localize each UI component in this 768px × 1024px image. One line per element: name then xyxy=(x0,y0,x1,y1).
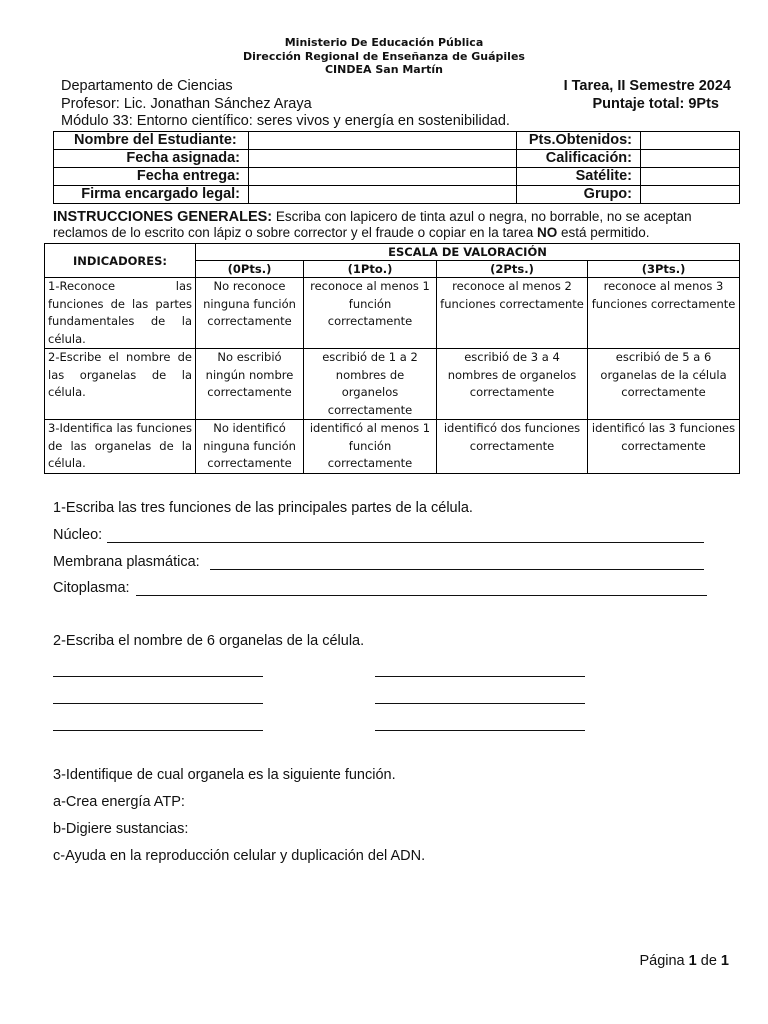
table-row xyxy=(45,244,740,261)
rubric-cell: identificó dos funciones correctamente xyxy=(437,420,588,474)
school-name: CINDEA San Martín xyxy=(324,63,444,76)
rubric-cell: reconoce al menos 1 función correctamente xyxy=(304,278,437,349)
nucleus-answer-line[interactable] xyxy=(107,542,704,543)
legal-signature-field[interactable] xyxy=(249,186,517,204)
page-word: Página xyxy=(639,953,685,969)
indicator-cell: 3-Identifica las funciones de las organelas de la célula. xyxy=(45,420,196,474)
legal-signature-label: Firma encargado legal: xyxy=(54,186,249,204)
instructions-title: INSTRUCCIONES GENERALES: xyxy=(53,209,273,225)
teacher: Profesor: Lic. Jonathan Sánchez Araya xyxy=(61,96,312,112)
rubric-cell: identificó las 3 funciones correctamente xyxy=(588,420,740,474)
cytoplasm-label: Citoplasma: xyxy=(53,580,130,596)
indicator-cell: 2-Escribe el nombre de las organelas de la célula. xyxy=(45,349,196,420)
organelle-answer-line[interactable] xyxy=(375,703,585,704)
table-row xyxy=(45,420,740,474)
level-header: (1Pto.) xyxy=(304,261,437,278)
regional-direction: Dirección Regional de Enseñanza de Guápiles xyxy=(243,50,525,63)
rubric-table xyxy=(44,243,740,474)
indicator-cell: 1-Reconoce las funciones de las partes fundamentales de la célula. xyxy=(45,278,196,349)
general-instructions xyxy=(53,209,743,241)
table-row xyxy=(45,349,740,420)
department: Departamento de Ciencias xyxy=(61,78,233,94)
task-title: I Tarea, II Semestre 2024 xyxy=(563,78,731,94)
level-header: (2Pts.) xyxy=(437,261,588,278)
level-header: (3Pts.) xyxy=(588,261,740,278)
organelle-answer-line[interactable] xyxy=(375,730,585,731)
page-number xyxy=(639,953,729,969)
assigned-date-field[interactable] xyxy=(249,150,517,168)
page-of: de xyxy=(700,953,717,969)
student-name-field[interactable] xyxy=(249,132,517,150)
module: Módulo 33: Entorno científico: seres vivos y energía en sostenibilidad. xyxy=(61,113,510,129)
instructions-emphasis: NO xyxy=(537,225,558,240)
scale-header: ESCALA DE VALORACIÓN xyxy=(196,244,740,261)
organelle-answer-line[interactable] xyxy=(53,676,263,677)
grade-label: Calificación: xyxy=(517,150,641,168)
rubric-cell: No identificó ninguna función correctamente xyxy=(196,420,304,474)
level-header: (0Pts.) xyxy=(196,261,304,278)
table-row xyxy=(54,132,740,150)
ministry-name: Ministerio De Educación Pública xyxy=(284,36,484,49)
rubric-cell: escribió de 1 a 2 nombres de organelos correctamente xyxy=(304,349,437,420)
indicators-header: INDICADORES: xyxy=(45,244,196,278)
table-row xyxy=(54,150,740,168)
membrane-answer-line[interactable] xyxy=(210,569,704,570)
group-field[interactable] xyxy=(641,186,740,204)
rubric-cell: No reconoce ninguna función correctamente xyxy=(196,278,304,349)
delivery-date-label: Fecha entrega: xyxy=(54,168,249,186)
rubric-cell: reconoce al menos 3 funciones correctamente xyxy=(588,278,740,349)
page-current: 1 xyxy=(688,953,697,969)
rubric-cell: escribió de 5 a 6 organelas de la célula correctamente xyxy=(588,349,740,420)
question-3a: a-Crea energía ATP: xyxy=(53,794,185,810)
membrane-label: Membrana plasmática: xyxy=(53,554,200,570)
organelle-answer-line[interactable] xyxy=(53,703,263,704)
instructions-text: Escriba con lapicero de tinta azul o negra, no borrable, no se aceptan reclamos de lo escrito con lápiz o sobre corrector y el fraude o copiar en la tarea xyxy=(53,209,692,240)
group-label: Grupo: xyxy=(517,186,641,204)
question-2: 2-Escriba el nombre de 6 organelas de la célula. xyxy=(53,633,365,649)
question-3: 3-Identifique de cual organela es la siguiente función. xyxy=(53,767,396,783)
table-row xyxy=(54,186,740,204)
student-name-label: Nombre del Estudiante: xyxy=(54,132,249,150)
question-1: 1-Escriba las tres funciones de las principales partes de la célula. xyxy=(53,500,473,516)
grade-field[interactable] xyxy=(641,150,740,168)
table-row xyxy=(54,168,740,186)
assigned-date-label: Fecha asignada: xyxy=(54,150,249,168)
organelle-answer-line[interactable] xyxy=(53,730,263,731)
rubric-cell: identificó al menos 1 función correctamente xyxy=(304,420,437,474)
points-obtained-label: Pts.Obtenidos: xyxy=(517,132,641,150)
organelle-answer-line[interactable] xyxy=(375,676,585,677)
delivery-date-field[interactable] xyxy=(249,168,517,186)
total-points: Puntaje total: 9Pts xyxy=(592,96,719,112)
cytoplasm-answer-line[interactable] xyxy=(136,595,707,596)
rubric-cell: reconoce al menos 2 funciones correctamente xyxy=(437,278,588,349)
table-row xyxy=(45,278,740,349)
nucleus-label: Núcleo: xyxy=(53,527,103,543)
question-3b: b-Digiere sustancias: xyxy=(53,821,189,837)
student-info-table xyxy=(53,131,740,204)
rubric-cell: No escribió ningún nombre correctamente xyxy=(196,349,304,420)
satellite-label: Satélite: xyxy=(517,168,641,186)
satellite-field[interactable] xyxy=(641,168,740,186)
points-obtained-field[interactable] xyxy=(641,132,740,150)
page-total: 1 xyxy=(720,953,729,969)
rubric-cell: escribió de 3 a 4 nombres de organelos correctamente xyxy=(437,349,588,420)
instructions-text-end: está permitido. xyxy=(557,225,650,240)
question-3c: c-Ayuda en la reproducción celular y duplicación del ADN. xyxy=(53,848,426,864)
